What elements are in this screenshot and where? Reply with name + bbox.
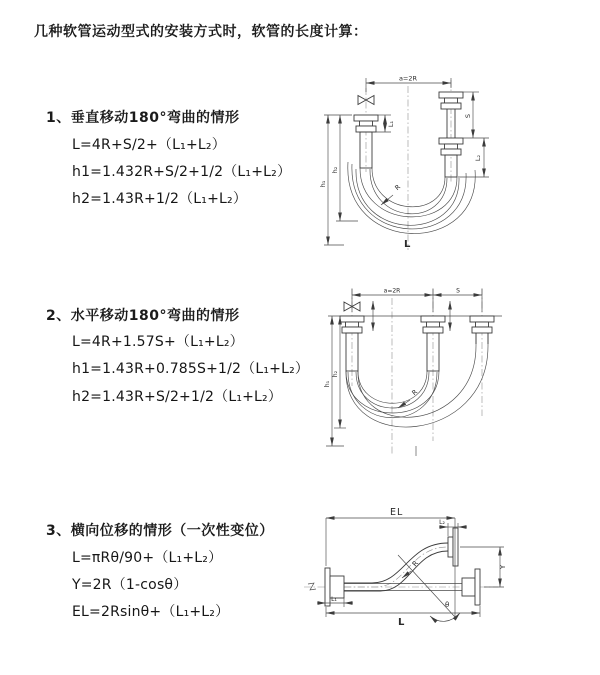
construction-lines [398, 518, 460, 621]
formula-length-3: L=πRθ/90+（L₁+L₂） [72, 550, 223, 566]
dim-label-h2: h₂ [332, 370, 339, 378]
dim-label-h1: h₁ [319, 180, 327, 188]
dim-label-a2r: a=2R [398, 74, 418, 83]
section-1-heading: 1、垂直移动180°弯曲的情形 [46, 110, 240, 126]
dim-label-s: S [456, 287, 460, 295]
page-title: 几种软管运动型式的安装方式时，软管的长度计算： [34, 24, 368, 40]
dim-label-h1: h₁ [324, 380, 331, 388]
dim-label-y: Y [499, 564, 507, 570]
angle-label: θ [445, 601, 450, 609]
diagram-lateral-displacement [298, 503, 600, 641]
length-label: L [404, 239, 411, 250]
dimension-lines [324, 78, 489, 245]
dim-label-l2: L₂ [439, 519, 445, 526]
braided-hose-section [360, 132, 372, 168]
radius-label: R [393, 182, 403, 192]
dimension-labels [331, 507, 507, 628]
hose-curves [348, 162, 475, 234]
section-2-heading: 2、水平移动180°弯曲的情形 [46, 308, 240, 324]
section-3-heading: 3、横向位移的情形（一次性变位） [46, 523, 274, 539]
formula-y-offset: Y=2R（1-cosθ） [72, 577, 188, 593]
dim-label-l1: L₁ [331, 596, 337, 603]
diagram-vertical-180-bend [314, 72, 576, 254]
dim-label-s: S [464, 113, 472, 119]
radius-label: R [410, 559, 421, 569]
formula-el: EL=2Rsinθ+（L₁+L₂） [72, 604, 230, 620]
dimension-lines [326, 289, 482, 446]
formula-h2-1: h2=1.43R+1/2（L₁+L₂） [72, 191, 248, 207]
dim-label-h2: h₂ [331, 166, 339, 174]
upper-flange [448, 528, 458, 566]
break-mark [308, 583, 316, 590]
dim-label-el: EL [390, 507, 404, 518]
formula-h1-1: h1=1.432R+S/2+1/2（L₁+L₂） [72, 164, 292, 180]
dim-label-a2r: a=2R [383, 287, 401, 295]
formula-length-2: L=4R+1.57S+（L₁+L₂） [72, 334, 244, 350]
formula-h2-2: h2=1.43R+S/2+1/2（L₁+L₂） [72, 389, 283, 405]
diagram-horizontal-180-bend [320, 286, 576, 462]
centerlines [352, 288, 482, 454]
length-label: L [398, 617, 405, 628]
formula-h1-2: h1=1.43R+0.785S+1/2（L₁+L₂） [72, 361, 310, 377]
pipe-fittings [340, 302, 494, 371]
radius-label: R [410, 387, 420, 397]
dim-label-l2: L₂ [474, 154, 482, 162]
dim-label-l1: L₁ [387, 120, 395, 128]
formula-length-1: L=4R+S/2+（L₁+L₂） [72, 137, 226, 153]
